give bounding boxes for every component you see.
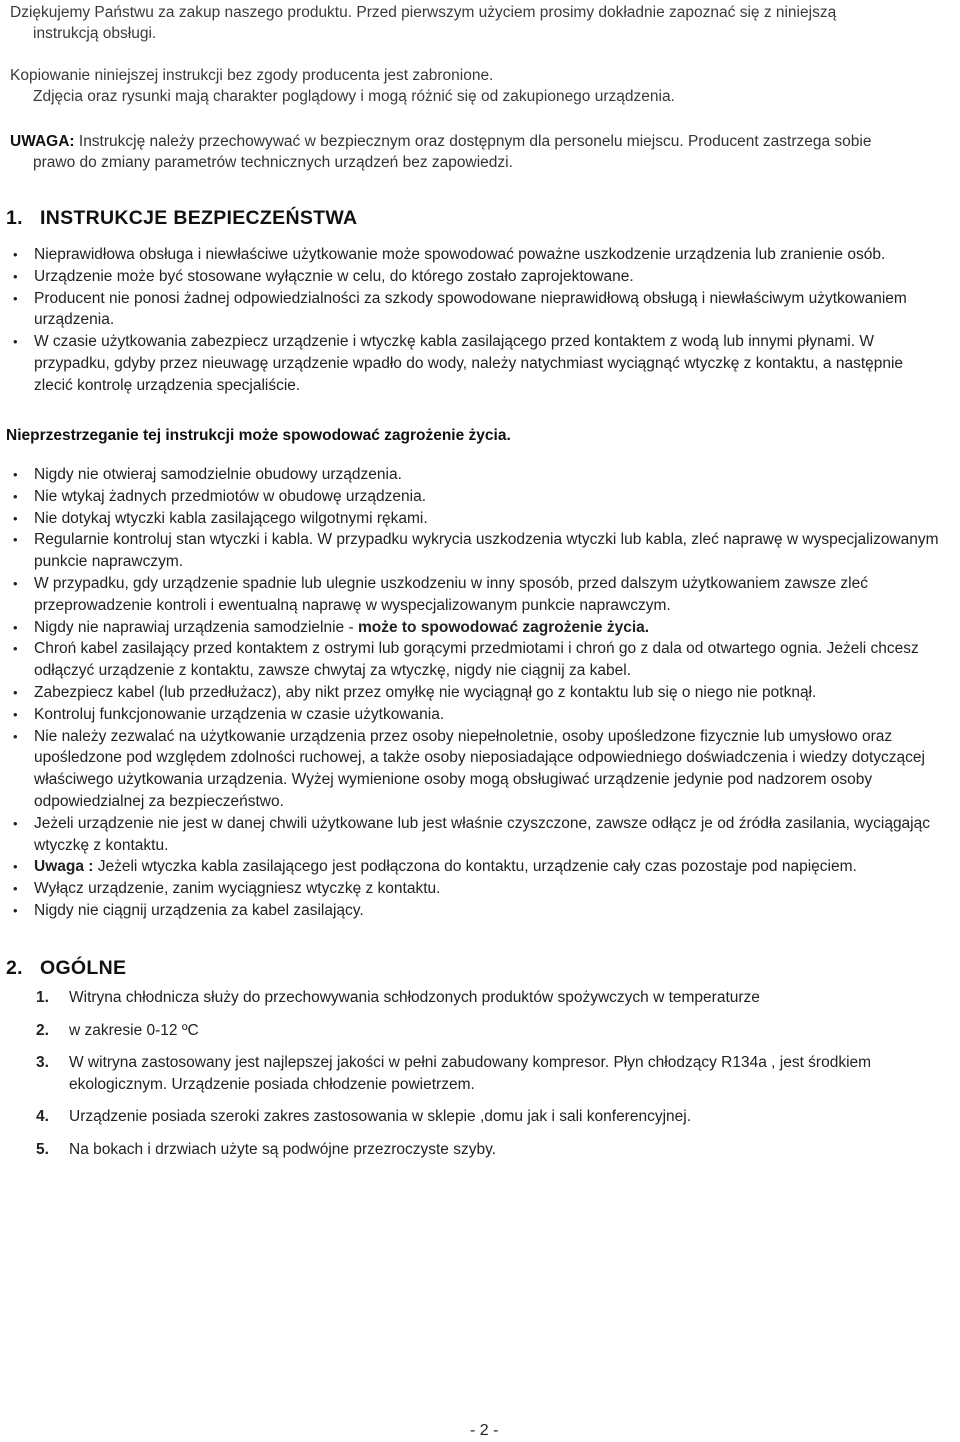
list-item: 3. W witryna zastosowany jest najlepszej jakości w pełni zabudowany kompresor. Płyn chłodzący R134a , jest środkiem ekologicznym. Urządzenie posiada chłodzenie powietrzem. — [36, 1054, 872, 1093]
bullet-icon: • — [13, 619, 18, 635]
list-item: 1. Witryna chłodnicza służy do przechowywania schłodzonych produktów spożywczych w temperaturze — [36, 989, 760, 1006]
bullet-icon: • — [13, 728, 18, 744]
bullet-icon: • — [13, 706, 18, 722]
list-item: • Wyłącz urządzenie, zanim wyciągniesz wtyczkę z kontaktu. — [10, 878, 945, 900]
section-2-title: OGÓLNE — [40, 957, 127, 979]
page-number: - 2 - — [470, 1422, 499, 1439]
list-item: • W przypadku, gdy urządzenie spadnie lub ulegnie uszkodzeniu w inny sposób, przed dalszym użytkowaniem zawsze zleć przeprowadzenie kontroli i ewentualną naprawę w wyspecjalizowanym punkcie naprawczym. — [13, 574, 868, 614]
section-1-title: INSTRUKCJE BEZPIECZEŃSTWA — [40, 207, 358, 229]
bullet-icon: • — [13, 290, 18, 306]
list-item: • Zabezpiecz kabel (lub przedłużacz), aby nikt przez omyłkę nie wyciągnął go z kontaktu lub się o niego nie potknął. — [10, 682, 945, 704]
list-item: • Uwaga : Jeżeli wtyczka kabla zasilającego jest podłączona do kontaktu, urządzenie cały czas pozostaje pod napięciem. — [10, 856, 945, 878]
general-list — [36, 987, 941, 1160]
bullet-icon: • — [13, 902, 18, 918]
intro-line-1: Dziękujemy Państwu za zakup naszego produktu. Przed pierwszym użyciem prosimy dokładnie zapoznać się z niniejszą — [10, 4, 837, 21]
list-item: • Nieprawidłowa obsługa i niewłaściwe użytkowanie może spowodować poważne uszkodzenie urządzenia lub zranienie osób. — [10, 244, 945, 266]
list-item: • Chroń kabel zasilający przed kontaktem z ostrymi lub gorącymi przedmiotami i chroń go z dala od otwartego ognia. Jeżeli chcesz odłączyć urządzenie z kontaktu, zawsze chwytaj za wtyczkę, nigdy nie ciągnij za kabel. — [13, 640, 919, 680]
list-item: • Kontroluj funkcjonowanie urządzenia w czasie użytkowania. — [10, 704, 945, 726]
warning-note — [10, 131, 955, 173]
section-1-number: 1. — [6, 207, 23, 229]
list-item: • Nigdy nie naprawiaj urządzenia samodzielnie - może to spowodować zagrożenie życia. — [10, 617, 945, 639]
bullet-icon: • — [13, 575, 18, 591]
list-item: • Producent nie ponosi żadnej odpowiedzialności za szkody spowodowane nieprawidłową obsługą i niewłaściwym użytkowaniem urządzenia. — [13, 289, 907, 329]
bullet-icon: • — [13, 268, 18, 284]
bullet-icon: • — [13, 488, 18, 504]
intro-block — [10, 2, 950, 107]
list-item: • Nie należy zezwalać na użytkowanie urządzenia przez osoby niepełnoletnie, osoby upośledzone fizycznie lub umysłowo oraz upośledzone pod względem zdolności ruchowej, a także osoby nieposiadające odpowiedniego doświadczenia i wiedzy dotyczącej właściwego użytkowania urządzenia. Wyżej wymienione osoby mogą obsługiwać urządzenie jedynie pod nadzorem osoby odpowiedzialnej za bezpieczeństwo. — [13, 727, 925, 810]
warning-text-2: prawo do zmiany parametrów technicznych urządzeń bez zapowiedzi. — [33, 154, 513, 171]
list-item: • Nigdy nie ciągnij urządzenia za kabel zasilający. — [10, 900, 945, 922]
safety-list-a — [10, 244, 945, 397]
intro-line-3: Zdjęcia oraz rysunki mają charakter poglądowy i mogą różnić się od zakupionego urządzenia. — [33, 88, 675, 105]
warning-label: UWAGA: — [10, 133, 75, 150]
list-item: • Nigdy nie otwieraj samodzielnie obudowy urządzenia. — [10, 464, 945, 486]
bullet-icon: • — [13, 247, 18, 262]
section-2-number: 2. — [6, 957, 23, 979]
section-2-heading — [6, 957, 126, 980]
bullet-icon: • — [13, 467, 18, 482]
bullet-icon: • — [13, 334, 18, 350]
intro-line-1b: instrukcją obsługi. — [33, 25, 157, 42]
list-item: • Nie dotykaj wtyczki kabla zasilającego wilgotnymi rękami. — [10, 508, 945, 530]
life-threat-warning: Nieprzestrzeganie tej instrukcji może spowodować zagrożenie życia. — [6, 427, 511, 444]
intro-line-2: Kopiowanie niniejszej instrukcji bez zgody producenta jest zabronione. — [10, 67, 494, 84]
bullet-icon: • — [13, 684, 18, 700]
bullet-icon: • — [13, 641, 18, 657]
bullet-icon: • — [13, 881, 18, 897]
section-1-heading — [6, 207, 357, 230]
list-item: 5. Na bokach i drzwiach użyte są podwójne przezroczyste szyby. — [36, 1140, 497, 1158]
list-item: • Urządzenie może być stosowane wyłącznie w celu, do którego zostało zaprojektowane. — [10, 266, 945, 288]
list-item: • Regularnie kontroluj stan wtyczki i kabla. W przypadku wykrycia uszkodzenia wtyczki lub kabla, zleć naprawę w wyspecjalizowanym punkcie naprawczym. — [13, 531, 939, 571]
warning-text: Instrukcję należy przechowywać w bezpiecznym oraz dostępnym dla personelu miejscu. Producent zastrzega sobie — [74, 133, 872, 150]
bullet-icon: • — [13, 859, 18, 875]
list-item: • Jeżeli urządzenie nie jest w danej chwili użytkowane lub jest właśnie czyszczone, zawsze odłącz je od źródła zasilania, wyciągając wtyczkę z kontaktu. — [13, 814, 930, 854]
bullet-icon: • — [13, 815, 18, 831]
safety-list-b — [10, 464, 945, 922]
list-item: • W czasie użytkowania zabezpiecz urządzenie i wtyczkę kabla zasilającego przed kontaktem z wodą lub innymi płynami. W przypadku, gdyby przez nieuwagę urządzenie wpadło do wody, należy natychmiast wyciągnąć wtyczkę z kontaktu, a następnie zlecić kontrolę urządzenia specjaliście. — [13, 333, 904, 394]
list-item: 4. Urządzenie posiada szeroki zakres zastosowania w sklepie ,domu jak i sali konferencyjnej. — [36, 1108, 692, 1125]
bullet-icon: • — [13, 510, 18, 526]
list-item: 2. w zakresie 0-12 ºC — [36, 1021, 199, 1039]
list-item: • Nie wtykaj żadnych przedmiotów w obudowę urządzenia. — [10, 486, 945, 508]
bullet-icon: • — [13, 532, 18, 548]
